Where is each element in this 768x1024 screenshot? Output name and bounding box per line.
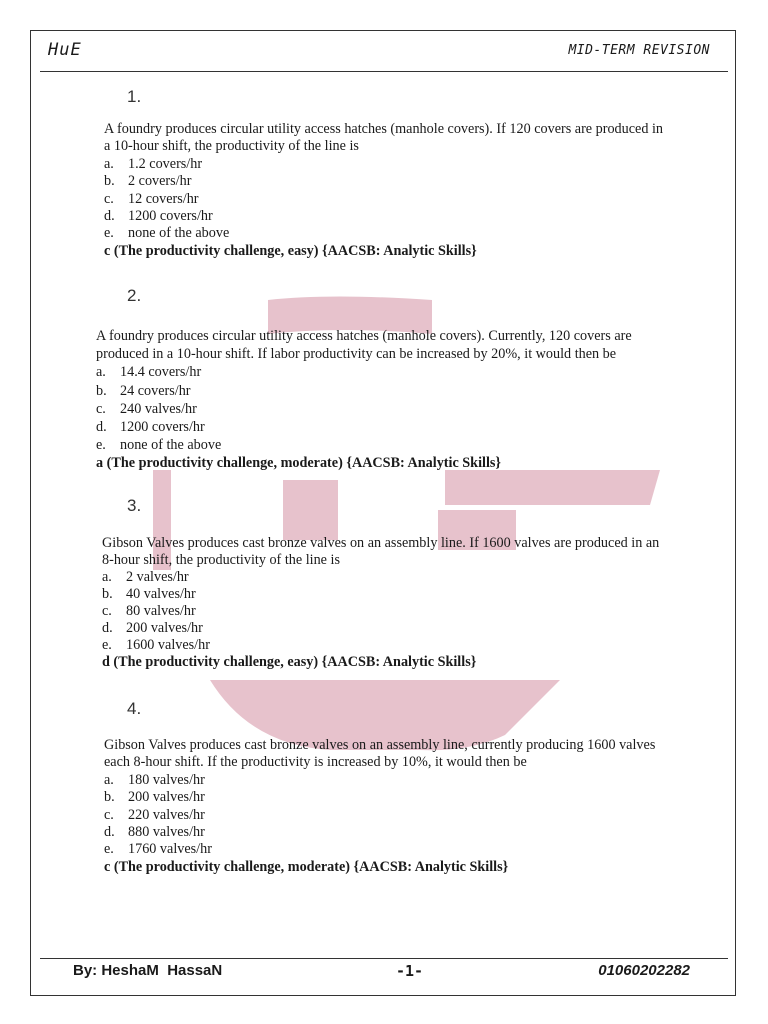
answer-option: c. 240 valves/hr <box>96 400 197 417</box>
answer-option: d. 1200 covers/hr <box>96 419 205 436</box>
answer-key: c (The productivity challenge, moderate) {AACSB: Analytic Skills} <box>104 858 509 875</box>
question-number: 2. <box>127 286 142 305</box>
question-stem-line: a 10-hour shift, the productivity of the line is <box>104 138 359 155</box>
question-stem-line: each 8-hour shift. If the productivity is increased by 10%, it would then be <box>104 754 527 771</box>
question-number: 3. <box>127 496 142 515</box>
answer-option: e. none of the above <box>104 225 230 242</box>
answer-option: d. 1200 covers/hr <box>104 208 213 225</box>
question-stem-line: 8-hour shift, the productivity of the line is <box>102 552 340 568</box>
question-number: 4. <box>127 699 142 718</box>
header-institution: HuE <box>48 40 82 60</box>
answer-option: d. 880 valves/hr <box>104 824 205 841</box>
question-stem-line: A foundry produces circular utility access hatches (manhole covers). Currently, 120 covers are <box>96 328 632 344</box>
answer-option: b. 24 covers/hr <box>96 382 191 399</box>
footer-author: By: HeshaM HassaN <box>73 962 223 979</box>
question-block <box>96 327 632 473</box>
question-stem-line: Gibson Valves produces cast bronze valves on an assembly line, currently producing 1600 valves <box>104 737 656 753</box>
answer-option: b. 2 covers/hr <box>104 173 192 190</box>
answer-option: a. 180 valves/hr <box>104 771 205 788</box>
answer-option: a. 2 valves/hr <box>102 569 189 585</box>
answer-option: a. 1.2 covers/hr <box>104 155 203 172</box>
question-stem-line: A foundry produces circular utility access hatches (manhole covers). If 120 covers are produced in <box>104 121 664 137</box>
answer-option: e. none of the above <box>96 437 222 454</box>
watermark-bar-right <box>445 470 660 505</box>
footer-divider <box>40 958 728 959</box>
answer-option: a. 14.4 covers/hr <box>96 364 202 381</box>
answer-option: e. 1760 valves/hr <box>104 841 212 858</box>
question-block <box>102 535 659 671</box>
answer-key: a (The productivity challenge, moderate) {AACSB: Analytic Skills} <box>96 455 502 472</box>
answer-option: c. 80 valves/hr <box>102 603 196 619</box>
answer-option: c. 12 covers/hr <box>104 190 199 207</box>
answer-key: d (The productivity challenge, easy) {AACSB: Analytic Skills} <box>102 654 477 670</box>
question-block <box>104 121 663 260</box>
question-block <box>104 737 655 876</box>
answer-option: e. 1600 valves/hr <box>102 637 210 653</box>
question-number: 1. <box>127 87 142 106</box>
answer-option: d. 200 valves/hr <box>102 620 203 636</box>
header-title: MID-TERM REVISION <box>568 43 710 58</box>
footer-page-number: -1- <box>396 962 424 980</box>
answer-option: b. 200 valves/hr <box>104 789 205 806</box>
header-divider <box>40 71 728 72</box>
question-stem-line: produced in a 10-hour shift. If labor productivity can be increased by 20%, it would then be <box>96 346 617 363</box>
answer-key: c (The productivity challenge, easy) {AACSB: Analytic Skills} <box>104 242 477 259</box>
footer-phone: 01060202282 <box>598 962 690 979</box>
question-stem-line: Gibson Valves produces cast bronze valves on an assembly line. If 1600 valves are produced in an <box>102 535 660 551</box>
answer-option: c. 220 valves/hr <box>104 806 205 823</box>
answer-option: b. 40 valves/hr <box>102 586 196 602</box>
watermark-stem-left <box>283 480 338 540</box>
